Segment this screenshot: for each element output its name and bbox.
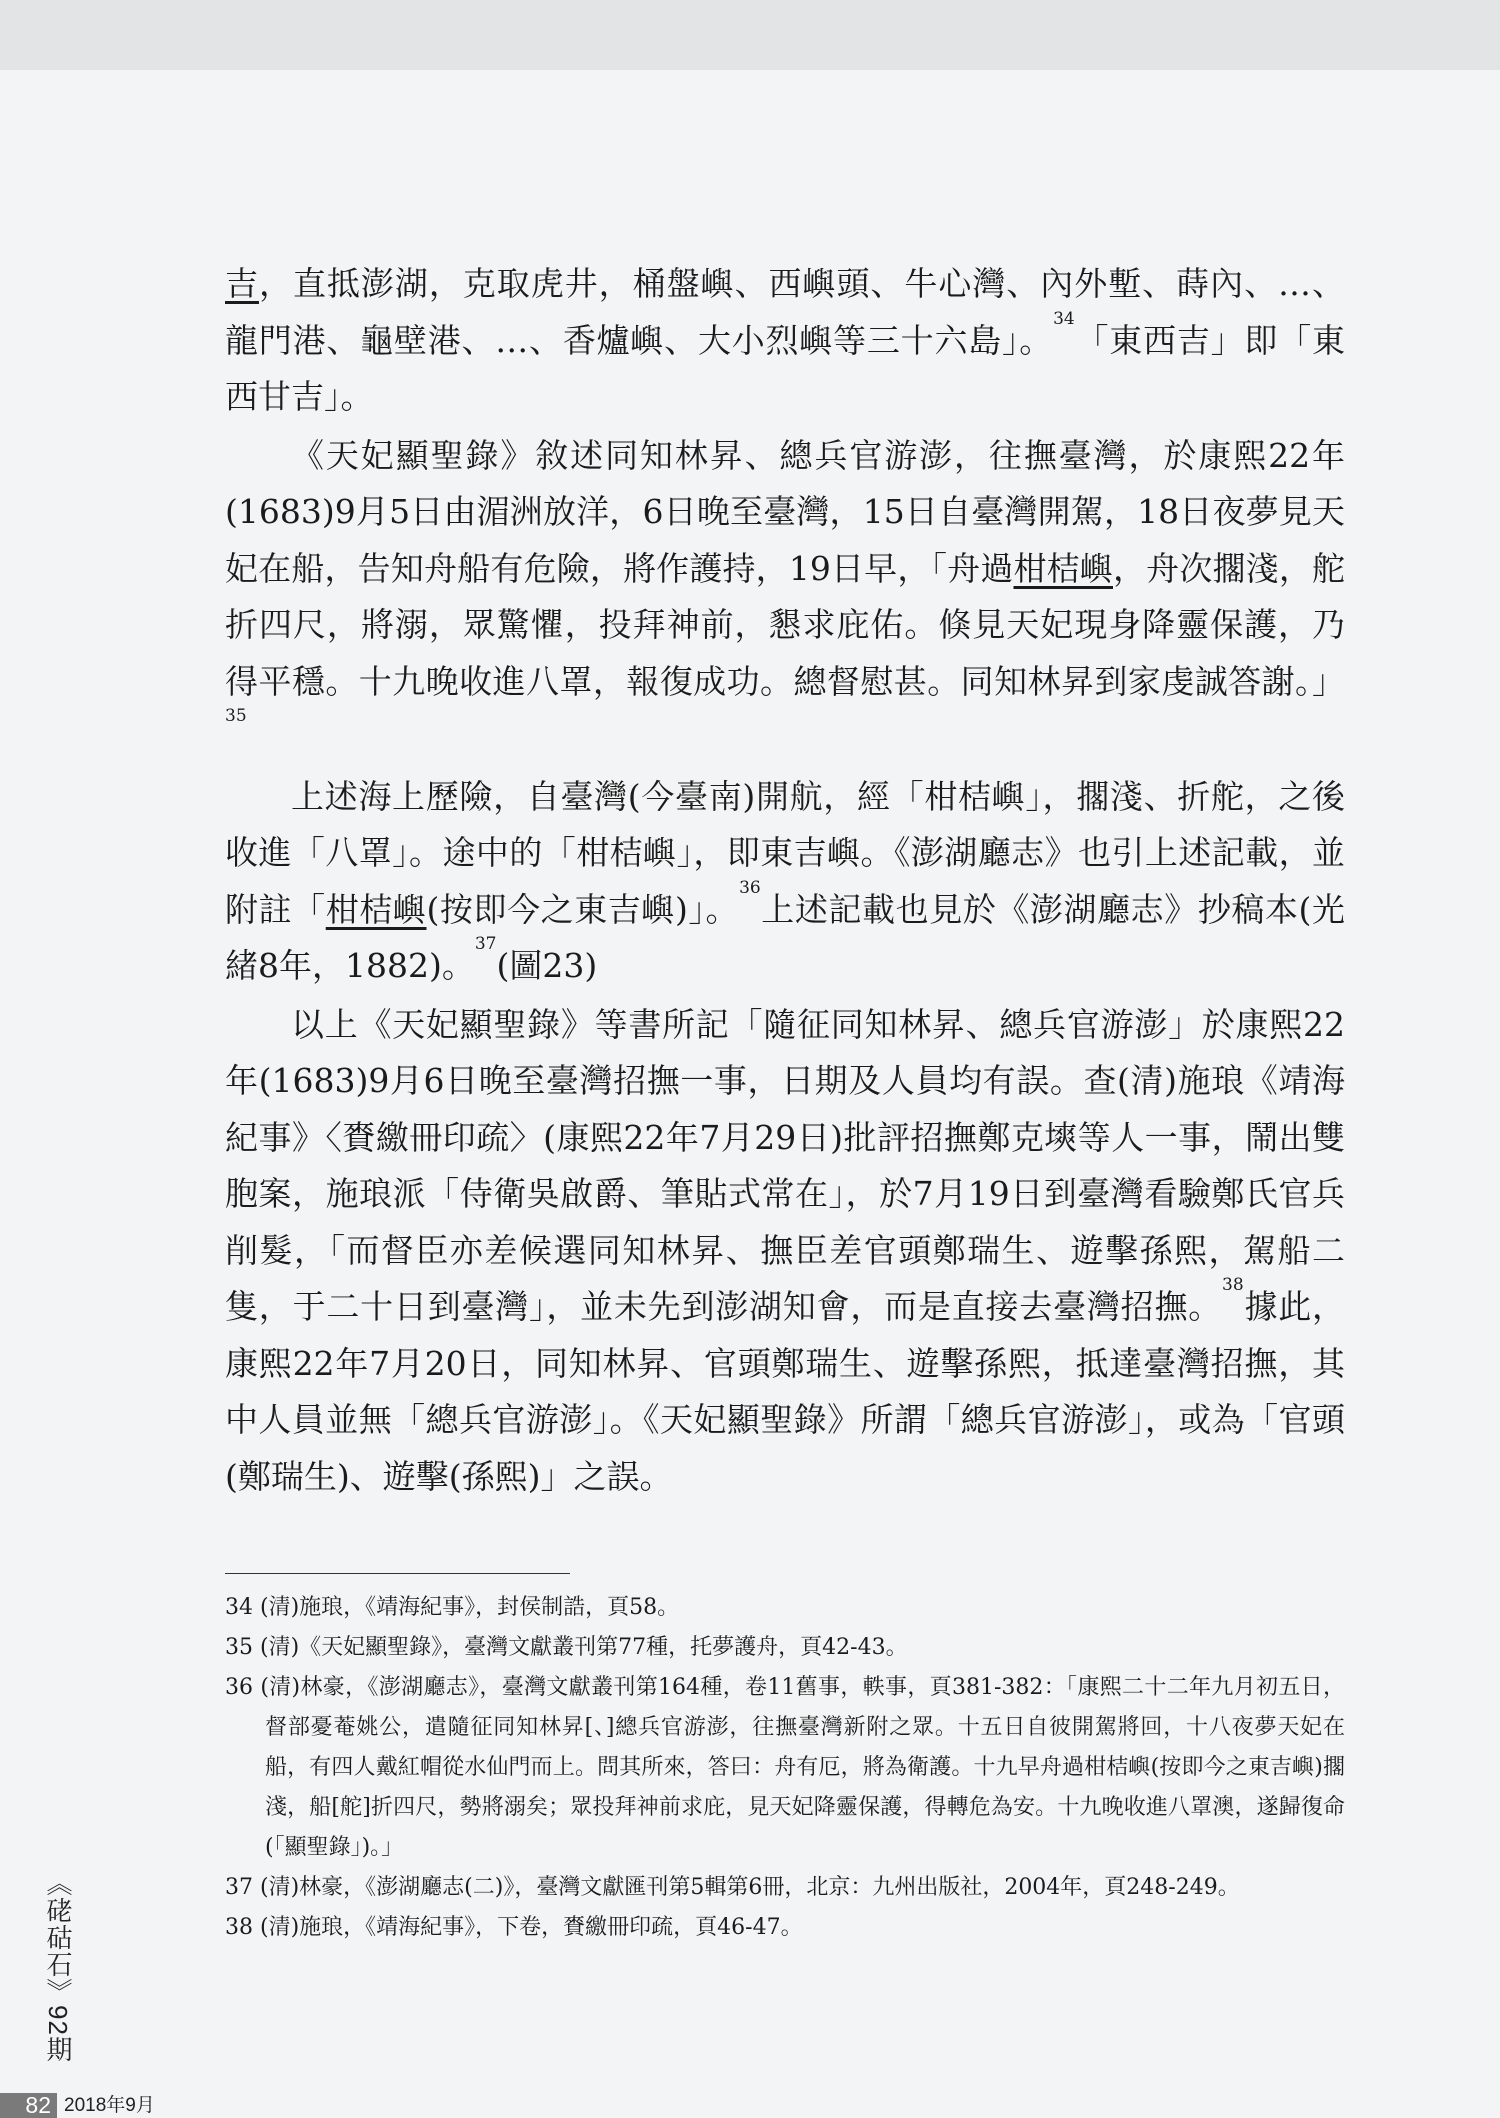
text-run: 「東西吉」即「東西甘吉」。 — [225, 320, 1346, 416]
paragraph-1 — [225, 256, 1345, 426]
text-run: (圖23) — [496, 946, 598, 985]
underlined-term: 吉 — [225, 264, 259, 303]
text-run: 《天妃顯聖錄》敘述同知林昇、總兵官游澎，往撫臺灣，於康熙22年(1683)9月5日由湄洲放洋，6日晚至臺灣，15日自臺灣開駕，18日夜夢見天妃在船，告知舟船有危險，將作護持，19日早，「舟過 — [225, 435, 1345, 588]
footnotes — [225, 1588, 1345, 1948]
footnote-ref: 36 — [739, 877, 761, 898]
footnote-35: 35 (清)《天妃顯聖錄》，臺灣文獻叢刊第77種，托夢護舟，頁42-43。 — [225, 1635, 908, 1660]
underlined-term: 柑桔嶼 — [325, 889, 427, 929]
text-run: ，直抵澎湖，克取虎井，桶盤嶼、西嶼頭、牛心灣、內外塹、蒔內、…、龍門港、龜壁港、…、香爐嶼、大小烈嶼等三十六島」。 — [225, 264, 1345, 360]
text-run: (按即今之東吉嶼)」。 — [426, 889, 740, 929]
article-body — [225, 256, 1345, 1507]
scan-top-band — [0, 0, 1500, 70]
footnote-38: 38 (清)施琅，《靖海紀事》，下卷，賚繳冊印疏，頁46-47。 — [225, 1915, 803, 1940]
footnote-34: 34 (清)施琅，《靖海紀事》，封侯制誥，頁58。 — [225, 1595, 680, 1620]
issue-date: 2018年9月 — [64, 2095, 155, 2116]
page-number: 82 — [0, 2093, 57, 2118]
footnote-36: 36 (清)林豪，《澎湖廳志》，臺灣文獻叢刊第164種，卷11舊事，軼事，頁381-382：「康熙二十二年九月初五日，督部憂菴姚公，遣隨征同知林昇[、]總兵官游澎，往撫臺灣新附之眾。十五日自彼開駕將回，十八夜夢天妃在船，有四人戴紅帽從水仙門而上。問其所來，答曰：舟有厄，將為衛護。十九早舟過柑桔嶼(按即今之東吉嶼)擱淺，船[舵]折四尺，勢將溺矣；眾投拜神前求庇，見天妃降靈保護，得轉危為安。十九晚收進八罩澳，遂歸復命(「顯聖錄」)。」 — [225, 1675, 1345, 1860]
text-run: 上述海上歷險，自臺灣(今臺南)開航，經「柑桔嶼」，擱淺、折舵，之後收進「八罩」。途中的「柑桔嶼」，即東吉嶼。《澎湖廳志》也引上述記載，並附註「 — [225, 776, 1345, 929]
text-run: ，舟次擱淺，舵折四尺，將溺，眾驚懼，投拜神前，懇求庇佑。倏見天妃現身降靈保護，乃得平穩。十九晚收進八罩，報復成功。總督慰甚。同知林昇到家虔誠答謝。」 — [225, 548, 1346, 701]
underlined-term: 柑桔嶼 — [1013, 548, 1113, 588]
footnote-divider — [225, 1573, 570, 1574]
footnote-ref: 37 — [474, 934, 497, 954]
paragraph-4 — [225, 997, 1345, 1506]
text-run: 以上《天妃顯聖錄》等書所記「隨征同知林昇、總兵官游澎」於康熙22年(1683)9月6日晚至臺灣招撫一事，日期及人員均有誤。查(清)施琅《靖海紀事》〈賚繳冊印疏〉(康熙22年7月29日)批評招撫鄭克塽等人一事，鬧出雙胞案，施琅派「侍衛吳啟爵、筆貼式常在」，於7月19日到臺灣看驗鄭氏官兵削髮，「而督臣亦差候選同知林昇、撫臣差官頭鄭瑞生、遊擊孫熙，駕船二隻，于二十日到臺灣」，並未先到澎湖知會，而是直接去臺灣招撫。 — [225, 1004, 1345, 1326]
footnote-ref: 35 — [225, 706, 247, 726]
footnote-ref: 34 — [1053, 308, 1075, 329]
footnote-37: 37 (清)林豪，《澎湖廳志(二)》，臺灣文獻匯刊第5輯第6冊，北京：九州出版社，2004年，頁248-249。 — [225, 1875, 1240, 1900]
footnote-ref: 38 — [1222, 1275, 1244, 1295]
paragraph-3 — [225, 769, 1345, 995]
journal-name: 《硓𥑮石》92期 — [43, 1870, 73, 2063]
paragraph-2 — [225, 428, 1345, 767]
text-run: 上述記載也見於《澎湖廳志》抄稿本(光緒8年，1882)。 — [225, 889, 1345, 985]
text-run: 據此，康熙22年7月20日，同知林昇、官頭鄭瑞生、遊擊孫熙，抵達臺灣招撫，其中人員並無「總兵官游澎」。《天妃顯聖錄》所謂「總兵官游澎」，或為「官頭(鄭瑞生)、遊擊(孫熙)」之誤。 — [225, 1287, 1346, 1496]
